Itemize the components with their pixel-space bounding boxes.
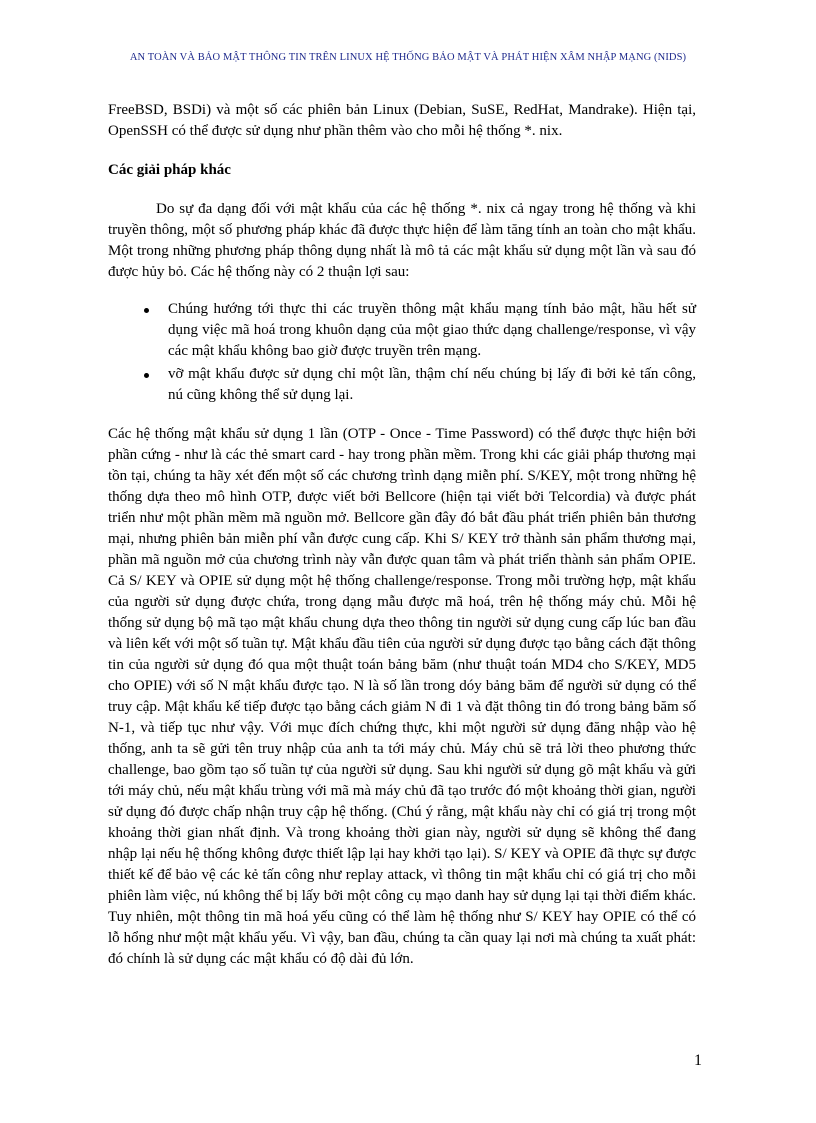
- body-paragraph-2: Các hệ thống mật khẩu sử dụng 1 lần (OTP - Once - Time Password) có thể được thực hiện bởi phần cứng - như là các thẻ smart card - hay trong phần mềm. Trong khi các giải pháp thương mại tồn tại, chúng ta hãy xét đến một số các chương trình dạng miễn phí. S/KEY, một trong những hệ thống dựa theo mô hình OTP, được viết bởi Bellcore (hiện tại viết bởi Telcordia) và được phát triển như một phần mềm mã nguồn mở. Bellcore gần đây đó bắt đầu phát triển phiên bản thương mại, nhưng phiên bản miễn phí vẫn được cung cấp. Khi S/ KEY trở thành sản phẩm thương mại, phần mã nguồn mở của chương trình này vẫn được quan tâm và phát triển thành sản phẩm OPIE. Cả S/ KEY và OPIE sử dụng một hệ thống challenge/response. Trong mỗi trường hợp, mật khẩu của người sử dụng được chứa, trong dạng mẫu được mã hoá, trên hệ thống máy chủ. Mỗi hệ thống sử dụng bộ mã tạo mật khẩu chung dựa theo thông tin người sử dụng cung cấp lúc ban đầu và liên kết với một số tuần tự. Mật khẩu đầu tiên của người sử dụng được tạo bằng cách đặt thông tin của người sử dụng đó qua một thuật toán bảng băm (như thuật toán MD4 cho S/KEY, MD5 cho OPIE) với số N mật khẩu được tạo. N là số lần trong dóy bảng băm để người sử dụng có thể truy cập. Mật khẩu kế tiếp được tạo bằng cách giảm N đi 1 và đặt thông tin đó trong bảng băm số N-1, và tiếp tục như vậy. Với mục đích chứng thực, khi một người sử dụng đăng nhập vào hệ thống, anh ta sẽ gửi tên truy nhập của anh ta tới máy chủ. Máy chủ sẽ trả lời theo phương thức challenge, bao gồm tạo số tuần tự của người sử dụng. Sau khi người sử dụng gõ mật khẩu và gửi tới máy chủ, nếu mật khẩu trùng với mã mà máy chủ đã tạo trước đó một khoảng thời gian, người sử dụng đó được chấp nhận truy cập hệ thống. (Chú ý rằng, mật khẩu này chỉ có giá trị trong một khoảng thời gian nhất định. Và trong khoảng thời gian này, người sử dụng sẽ không thể đang nhập lại nếu hệ thống không được thiết lập lại hay khởi tạo lại). S/ KEY và OPIE đã thực sự được thiết kế để bảo vệ các kẻ tấn công như replay attack, vì thông tin mật khẩu chỉ có giá trị cho mỗi phiên làm việc, nú không thể bị lấy bởi một công cụ mạo danh hay sử dụng lại tại thời điểm khác. Tuy nhiên, một thông tin mã hoá yếu cũng có thể làm hệ thống như S/ KEY hay OPIE có thể có lỗ hổng như một mật khẩu yếu. Vì vậy, ban đầu, chúng ta cần quay lại nơi mà chúng ta xuất phát: đó chính là sử dụng các mật khẩu có độ dài đủ lớn.: [108, 426, 696, 967]
- bullet-text-1: Chúng hướng tới thực thi các truyền thông mật khẩu mạng tính bảo mật, hầu hết sử dụng việc mã hoá trong khuôn dạng của một giao thức dạng challenge/response, vì vậy các mật khẩu không bao giờ được truyền trên mạng.: [168, 301, 696, 359]
- bullet-dot-icon: [144, 373, 149, 378]
- bullet-text-2: vỡ mật khẩu được sử dụng chỉ một lần, thậm chí nếu chúng bị lấy đi bởi kẻ tấn công, nú cũng không thể sử dụng lại.: [168, 366, 696, 403]
- running-header: AN TOÀN VÀ BẢO MẬT THÔNG TIN TRÊN LINUX HỆ THỐNG BẢO MẬT VÀ PHÁT HIỆN XÂM NHẬP MẠNG (NIDS): [129, 52, 687, 63]
- bullet-list: [108, 299, 696, 406]
- bullet-dot-icon: [144, 308, 149, 313]
- page-number: 1: [694, 1052, 702, 1069]
- intro-paragraph: FreeBSD, BSDi) và một số các phiên bản Linux (Debian, SuSE, RedHat, Mandrake). Hiện tại, OpenSSH có thể được sử dụng như phần thêm vào cho mỗi hệ thống *. nix.: [108, 102, 696, 139]
- bullet-item-2: [108, 364, 696, 406]
- document-body: [108, 100, 696, 970]
- section-heading: Các giải pháp khác: [108, 162, 231, 178]
- bullet-item-1: [108, 299, 696, 362]
- body-paragraph-1: Do sự đa dạng đối với mật khẩu của các hệ thống *. nix cả ngay trong hệ thống và khi truyền thông, một số phương pháp khác đã được thực hiện để làm tăng tính an toàn cho mật khẩu. Một trong những phương pháp thông dụng nhất là mô tả các mật khẩu sử dụng một lần và sau đó được hủy bỏ. Các hệ thống này có 2 thuận lợi sau:: [108, 201, 696, 280]
